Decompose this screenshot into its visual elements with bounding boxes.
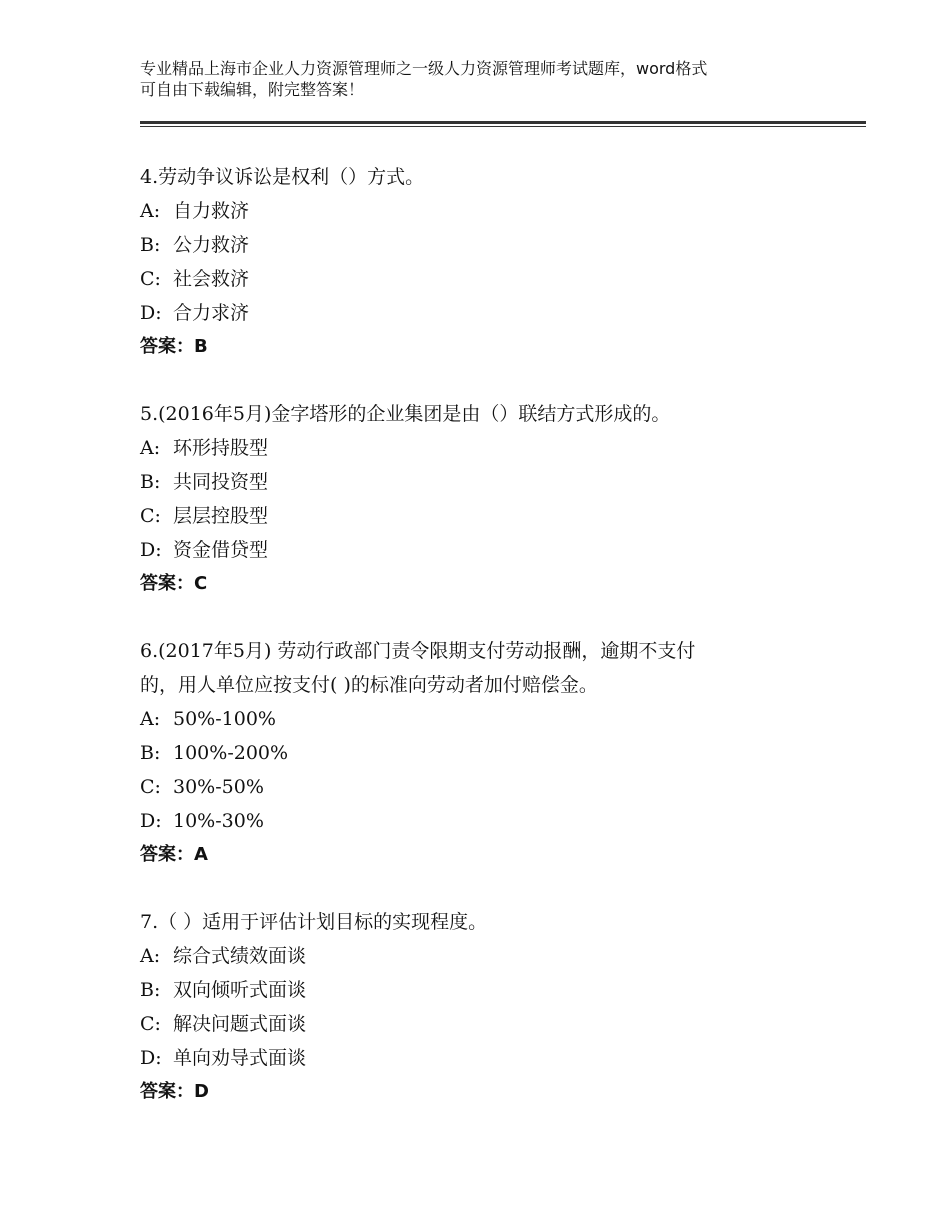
header-line-1: 专业精品上海市企业人力资源管理师之一级人力资源管理师考试题库，word格式 — [140, 59, 708, 78]
option-label: B: — [140, 234, 161, 256]
option-label: D: — [140, 810, 162, 832]
option-text: 100%-200% — [173, 742, 289, 764]
question-stem: 5.(2016年5月)金字塔形的企业集团是由（）联结方式形成的。 — [140, 403, 671, 425]
option-label: C: — [140, 505, 161, 527]
option-label: D: — [140, 539, 162, 561]
question-stem-line-1: 6.(2017年5月) 劳动行政部门责令限期支付劳动报酬，逾期不支付 — [140, 640, 696, 662]
option-text: 公力救济 — [173, 234, 250, 256]
option-d — [140, 1041, 840, 1075]
option-text: 单向劝导式面谈 — [173, 1047, 307, 1069]
option-text: 50%-100% — [173, 708, 276, 730]
option-label: C: — [140, 776, 161, 798]
option-text: 合力求济 — [173, 302, 250, 324]
option-text: 解决问题式面谈 — [173, 1013, 307, 1035]
option-text: 社会救济 — [173, 268, 250, 290]
header-divider-thick — [140, 121, 866, 124]
question-6 — [140, 634, 840, 872]
answer: 答案：B — [140, 336, 208, 357]
option-text: 30%-50% — [173, 776, 264, 798]
question-list — [140, 160, 840, 1142]
option-d — [140, 533, 840, 567]
question-stem: 4.劳动争议诉讼是权利（）方式。 — [140, 166, 425, 188]
question-7 — [140, 905, 840, 1109]
option-d — [140, 804, 840, 838]
option-label: D: — [140, 1047, 162, 1069]
option-label: A: — [140, 708, 161, 730]
option-text: 资金借贷型 — [173, 539, 269, 561]
question-stem: 7.（ ）适用于评估计划目标的实现程度。 — [140, 911, 488, 933]
option-a — [140, 194, 840, 228]
option-b — [140, 973, 840, 1007]
option-text: 共同投资型 — [173, 471, 269, 493]
option-label: B: — [140, 979, 161, 1001]
header-line-2: 可自由下载编辑，附完整答案！ — [140, 80, 365, 99]
option-label: A: — [140, 437, 161, 459]
option-c — [140, 499, 840, 533]
option-b — [140, 736, 840, 770]
option-text: 层层控股型 — [173, 505, 269, 527]
option-text: 双向倾听式面谈 — [173, 979, 307, 1001]
answer: 答案：A — [140, 844, 208, 865]
option-label: D: — [140, 302, 162, 324]
option-label: A: — [140, 200, 161, 222]
option-label: C: — [140, 1013, 161, 1035]
question-stem-line-2: 的，用人单位应按支付( )的标准向劳动者加付赔偿金。 — [140, 674, 598, 696]
option-b — [140, 228, 840, 262]
option-text: 自力救济 — [173, 200, 250, 222]
document-header — [140, 58, 840, 100]
option-a — [140, 702, 840, 736]
option-text: 环形持股型 — [173, 437, 269, 459]
option-label: C: — [140, 268, 161, 290]
question-5 — [140, 397, 840, 601]
option-text: 10%-30% — [173, 810, 264, 832]
question-4 — [140, 160, 840, 364]
option-label: B: — [140, 471, 161, 493]
option-c — [140, 1007, 840, 1041]
option-a — [140, 431, 840, 465]
option-a — [140, 939, 840, 973]
answer: 答案：C — [140, 573, 208, 594]
header-divider-thin — [140, 126, 866, 127]
option-label: B: — [140, 742, 161, 764]
answer: 答案：D — [140, 1081, 209, 1102]
option-label: A: — [140, 945, 161, 967]
option-b — [140, 465, 840, 499]
option-c — [140, 770, 840, 804]
option-d — [140, 296, 840, 330]
option-c — [140, 262, 840, 296]
option-text: 综合式绩效面谈 — [173, 945, 307, 967]
